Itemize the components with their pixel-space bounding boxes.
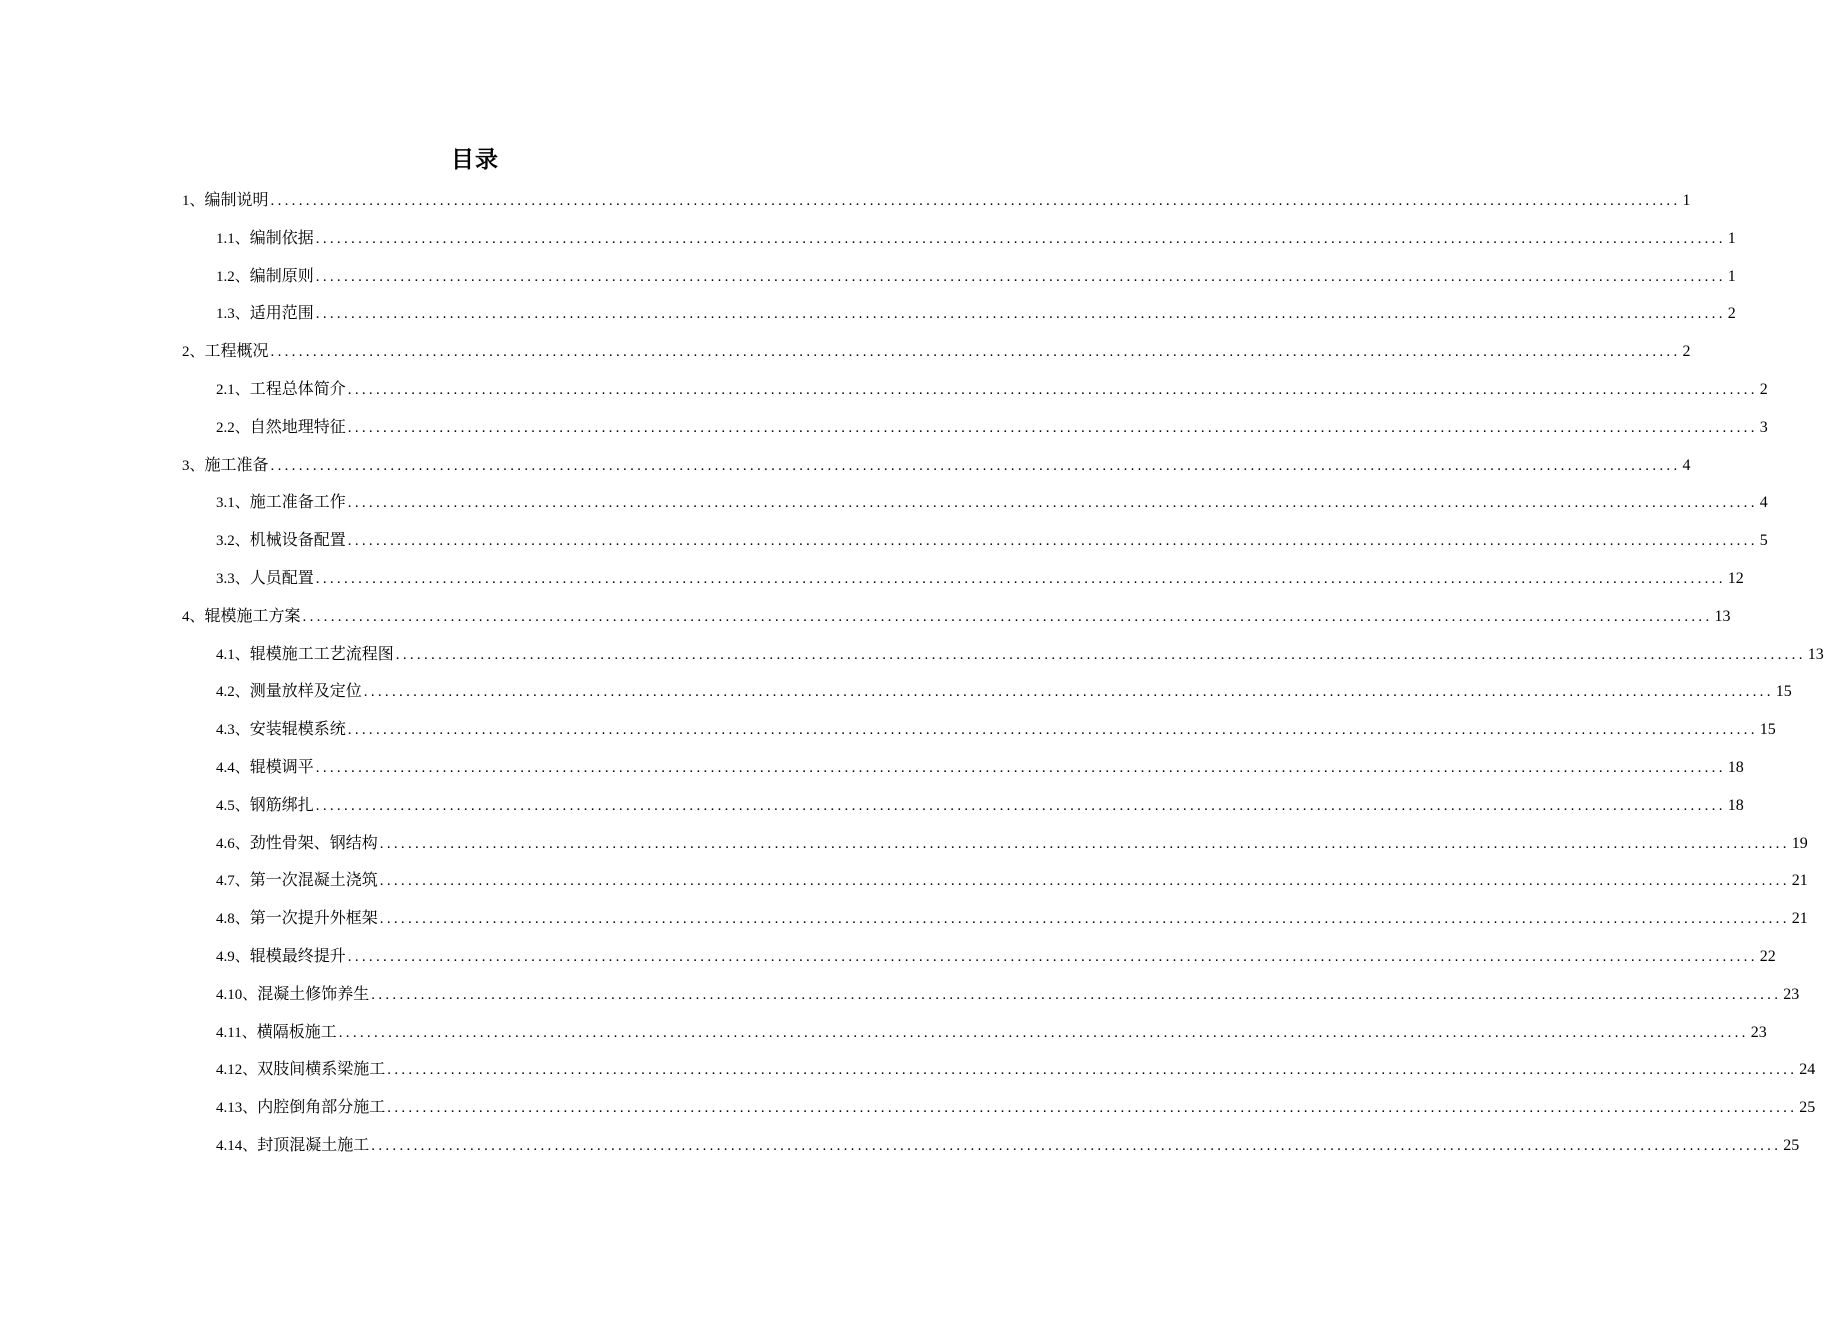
toc-entry-page-number: 21 bbox=[1791, 872, 1808, 890]
toc-entry[interactable] bbox=[216, 791, 1744, 819]
toc-entry-page-number: 23 bbox=[1783, 985, 1800, 1003]
toc-dot-leader: ........................................................................................................................................................................................................ bbox=[347, 722, 1758, 739]
toc-entry-title: 测量放样及定位 bbox=[249, 681, 362, 701]
toc-entry-number: 3.1、 bbox=[216, 495, 250, 512]
toc-entry-page-number: 22 bbox=[1759, 948, 1776, 965]
toc-entry-title: 辊模最终提升 bbox=[249, 946, 346, 965]
toc-entry-title: 工程概况 bbox=[204, 341, 269, 361]
toc-entry[interactable] bbox=[216, 526, 1768, 554]
toc-entry-number: 2.2、 bbox=[216, 419, 250, 436]
toc-dot-leader: ........................................................................................................................................................................................................ bbox=[379, 835, 1790, 852]
toc-dot-leader: ........................................................................................................................................................................................................ bbox=[387, 1062, 1798, 1079]
toc-entry-number: 3.3、 bbox=[216, 571, 250, 587]
toc-entry[interactable] bbox=[216, 866, 1808, 894]
toc-dot-leader: ........................................................................................................................................................................................................ bbox=[270, 457, 1681, 474]
toc-entry-title: 钢筋绑扎 bbox=[249, 794, 314, 814]
toc-entry[interactable] bbox=[182, 451, 1691, 479]
toc-dot-leader: ........................................................................................................................................................................................................ bbox=[347, 949, 1758, 965]
toc-entry-page-number: 25 bbox=[1783, 1137, 1800, 1154]
toc-entry-number: 4.8、 bbox=[216, 911, 250, 928]
toc-entry-page-number: 23 bbox=[1750, 1023, 1767, 1041]
toc-entry[interactable] bbox=[216, 715, 1776, 743]
toc-dot-leader: ........................................................................................................................................................................................................ bbox=[371, 986, 1782, 1003]
toc-entry-number: 1.1、 bbox=[216, 230, 250, 247]
toc-entry[interactable] bbox=[216, 904, 1808, 932]
toc-entry-page-number: 21 bbox=[1791, 910, 1808, 928]
toc-entry-page-number: 25 bbox=[1799, 1099, 1816, 1117]
toc-entry-title: 人员配置 bbox=[249, 568, 314, 587]
toc-entry[interactable] bbox=[182, 602, 1731, 630]
toc-entry[interactable] bbox=[216, 942, 1776, 970]
toc-entry-title: 适用范围 bbox=[249, 303, 314, 323]
toc-entry-title: 施工准备工作 bbox=[249, 492, 346, 512]
toc-dot-leader: ........................................................................................................................................................................................................ bbox=[270, 193, 1681, 209]
toc-entry[interactable] bbox=[216, 753, 1744, 781]
toc-entry-number: 4.6、 bbox=[216, 835, 250, 852]
toc-entry-number: 1.2、 bbox=[216, 268, 250, 285]
toc-entry[interactable] bbox=[216, 299, 1736, 327]
toc-entry-page-number: 15 bbox=[1759, 721, 1776, 739]
toc-entry-number: 4.2、 bbox=[216, 684, 250, 701]
toc-entry-page-number: 2 bbox=[1727, 305, 1736, 323]
toc-entry-number: 1、 bbox=[182, 193, 205, 209]
toc-dot-leader: ........................................................................................................................................................................................................ bbox=[347, 382, 1758, 398]
toc-entry-title: 混凝土修饰养生 bbox=[257, 983, 370, 1003]
toc-title: 目录 bbox=[451, 147, 499, 173]
toc-dot-leader: ........................................................................................................................................................................................................ bbox=[302, 608, 1713, 625]
toc-entry-title: 第一次混凝土浇筑 bbox=[249, 870, 378, 890]
toc-dot-leader: ........................................................................................................................................................................................................ bbox=[379, 873, 1790, 890]
toc-entry-number: 3.2、 bbox=[216, 533, 250, 550]
toc-entry-number: 4.12、 bbox=[216, 1062, 258, 1079]
toc-entry-title: 自然地理特征 bbox=[249, 416, 346, 436]
toc-entry-title: 横隔板施工 bbox=[256, 1021, 337, 1041]
toc-entry[interactable] bbox=[216, 375, 1768, 403]
toc-dot-leader: ........................................................................................................................................................................................................ bbox=[387, 1100, 1798, 1117]
toc-entry-page-number: 5 bbox=[1759, 532, 1768, 550]
toc-entry-number: 4、 bbox=[182, 608, 205, 625]
toc-entry-number: 4.7、 bbox=[216, 873, 250, 890]
toc-dot-leader: ........................................................................................................................................................................................................ bbox=[315, 268, 1726, 285]
toc-entry-page-number: 1 bbox=[1682, 192, 1691, 209]
toc-entry-title: 双肢间横系梁施工 bbox=[257, 1059, 386, 1079]
toc-entry[interactable] bbox=[216, 262, 1736, 290]
toc-entry-title: 编制说明 bbox=[204, 190, 269, 209]
toc-entry-number: 4.4、 bbox=[216, 760, 250, 776]
toc-entry-page-number: 4 bbox=[1682, 456, 1691, 474]
toc-entry[interactable] bbox=[216, 224, 1736, 252]
toc-entry-page-number: 3 bbox=[1759, 418, 1768, 436]
toc-entry-number: 4.14、 bbox=[216, 1138, 258, 1154]
toc-dot-leader: ........................................................................................................................................................................................................ bbox=[315, 797, 1726, 814]
toc-entry-title: 辊模施工工艺流程图 bbox=[249, 643, 394, 663]
toc-entry-number: 3、 bbox=[182, 457, 205, 474]
toc-entry-number: 4.11、 bbox=[216, 1024, 257, 1041]
toc-entry-title: 机械设备配置 bbox=[249, 530, 346, 550]
toc-dot-leader: ........................................................................................................................................................................................................ bbox=[338, 1024, 1749, 1041]
toc-entry[interactable] bbox=[216, 640, 1824, 668]
toc-entry-title: 安装辊模系统 bbox=[249, 719, 346, 739]
toc-entry-number: 1.3、 bbox=[216, 306, 250, 323]
toc-dot-leader: ........................................................................................................................................................................................................ bbox=[347, 419, 1758, 436]
toc-entry-page-number: 12 bbox=[1727, 570, 1744, 587]
toc-entry-title: 劲性骨架、钢结构 bbox=[249, 832, 378, 852]
toc-entry-title: 工程总体简介 bbox=[249, 379, 346, 398]
toc-dot-leader: ........................................................................................................................................................................................................ bbox=[371, 1138, 1782, 1154]
toc-entry-number: 4.9、 bbox=[216, 949, 250, 965]
toc-entry[interactable] bbox=[216, 1131, 1800, 1159]
toc-entry[interactable] bbox=[216, 1055, 1816, 1083]
toc-entry[interactable] bbox=[216, 980, 1800, 1008]
toc-dot-leader: ........................................................................................................................................................................................................ bbox=[347, 495, 1758, 512]
toc-dot-leader: ........................................................................................................................................................................................................ bbox=[379, 911, 1790, 928]
toc-entry-page-number: 18 bbox=[1727, 796, 1744, 814]
toc-entry-title: 封顶混凝土施工 bbox=[257, 1135, 370, 1154]
toc-entry[interactable] bbox=[182, 186, 1691, 214]
toc-entry-page-number: 13 bbox=[1714, 607, 1731, 625]
toc-entry-page-number: 15 bbox=[1775, 683, 1792, 701]
toc-entry-page-number: 1 bbox=[1727, 267, 1736, 285]
toc-dot-leader: ........................................................................................................................................................................................................ bbox=[315, 230, 1726, 247]
toc-entry-title: 编制原则 bbox=[249, 265, 314, 285]
toc-entry-page-number: 19 bbox=[1791, 834, 1808, 852]
toc-entry[interactable] bbox=[216, 677, 1792, 705]
toc-entry-number: 2.1、 bbox=[216, 382, 250, 398]
toc-entry-number: 4.1、 bbox=[216, 646, 250, 663]
toc-entry-title: 施工准备 bbox=[204, 454, 269, 474]
toc-dot-leader: ........................................................................................................................................................................................................ bbox=[315, 571, 1726, 587]
toc-entry[interactable] bbox=[216, 1018, 1767, 1046]
toc-entry-page-number: 24 bbox=[1799, 1061, 1816, 1079]
toc-entry-title: 辊模施工方案 bbox=[204, 605, 301, 625]
toc-entry-page-number: 2 bbox=[1759, 381, 1768, 398]
toc-entry-page-number: 13 bbox=[1807, 645, 1824, 663]
toc-entry-number: 2、 bbox=[182, 344, 205, 361]
toc-dot-leader: ........................................................................................................................................................................................................ bbox=[347, 533, 1758, 550]
toc-entry-title: 编制依据 bbox=[249, 227, 314, 247]
toc-dot-leader: ........................................................................................................................................................................................................ bbox=[270, 344, 1681, 361]
toc-entry-title: 辊模调平 bbox=[249, 757, 314, 776]
toc-entry[interactable] bbox=[216, 1093, 1816, 1121]
toc-dot-leader: ........................................................................................................................................................................................................ bbox=[395, 646, 1806, 663]
toc-entry[interactable] bbox=[216, 413, 1768, 441]
toc-entry[interactable] bbox=[216, 488, 1768, 516]
toc-entry-number: 4.5、 bbox=[216, 797, 250, 814]
toc-entry-title: 第一次提升外框架 bbox=[249, 908, 378, 928]
toc-dot-leader: ........................................................................................................................................................................................................ bbox=[315, 306, 1726, 323]
toc-dot-leader: ........................................................................................................................................................................................................ bbox=[315, 760, 1726, 776]
toc-entry-number: 4.10、 bbox=[216, 986, 258, 1003]
toc-entry-page-number: 18 bbox=[1727, 759, 1744, 776]
toc-entry-number: 4.13、 bbox=[216, 1100, 258, 1117]
toc-entry-title: 内腔倒角部分施工 bbox=[257, 1097, 386, 1117]
toc-entry[interactable] bbox=[182, 337, 1691, 365]
toc-entry-page-number: 1 bbox=[1727, 229, 1736, 247]
toc-entry-number: 4.3、 bbox=[216, 722, 250, 739]
toc-entry-page-number: 2 bbox=[1682, 343, 1691, 361]
toc-entry-page-number: 4 bbox=[1759, 494, 1768, 512]
toc-entry[interactable] bbox=[216, 564, 1744, 592]
toc-dot-leader: ........................................................................................................................................................................................................ bbox=[363, 684, 1774, 701]
toc-entry[interactable] bbox=[216, 829, 1808, 857]
